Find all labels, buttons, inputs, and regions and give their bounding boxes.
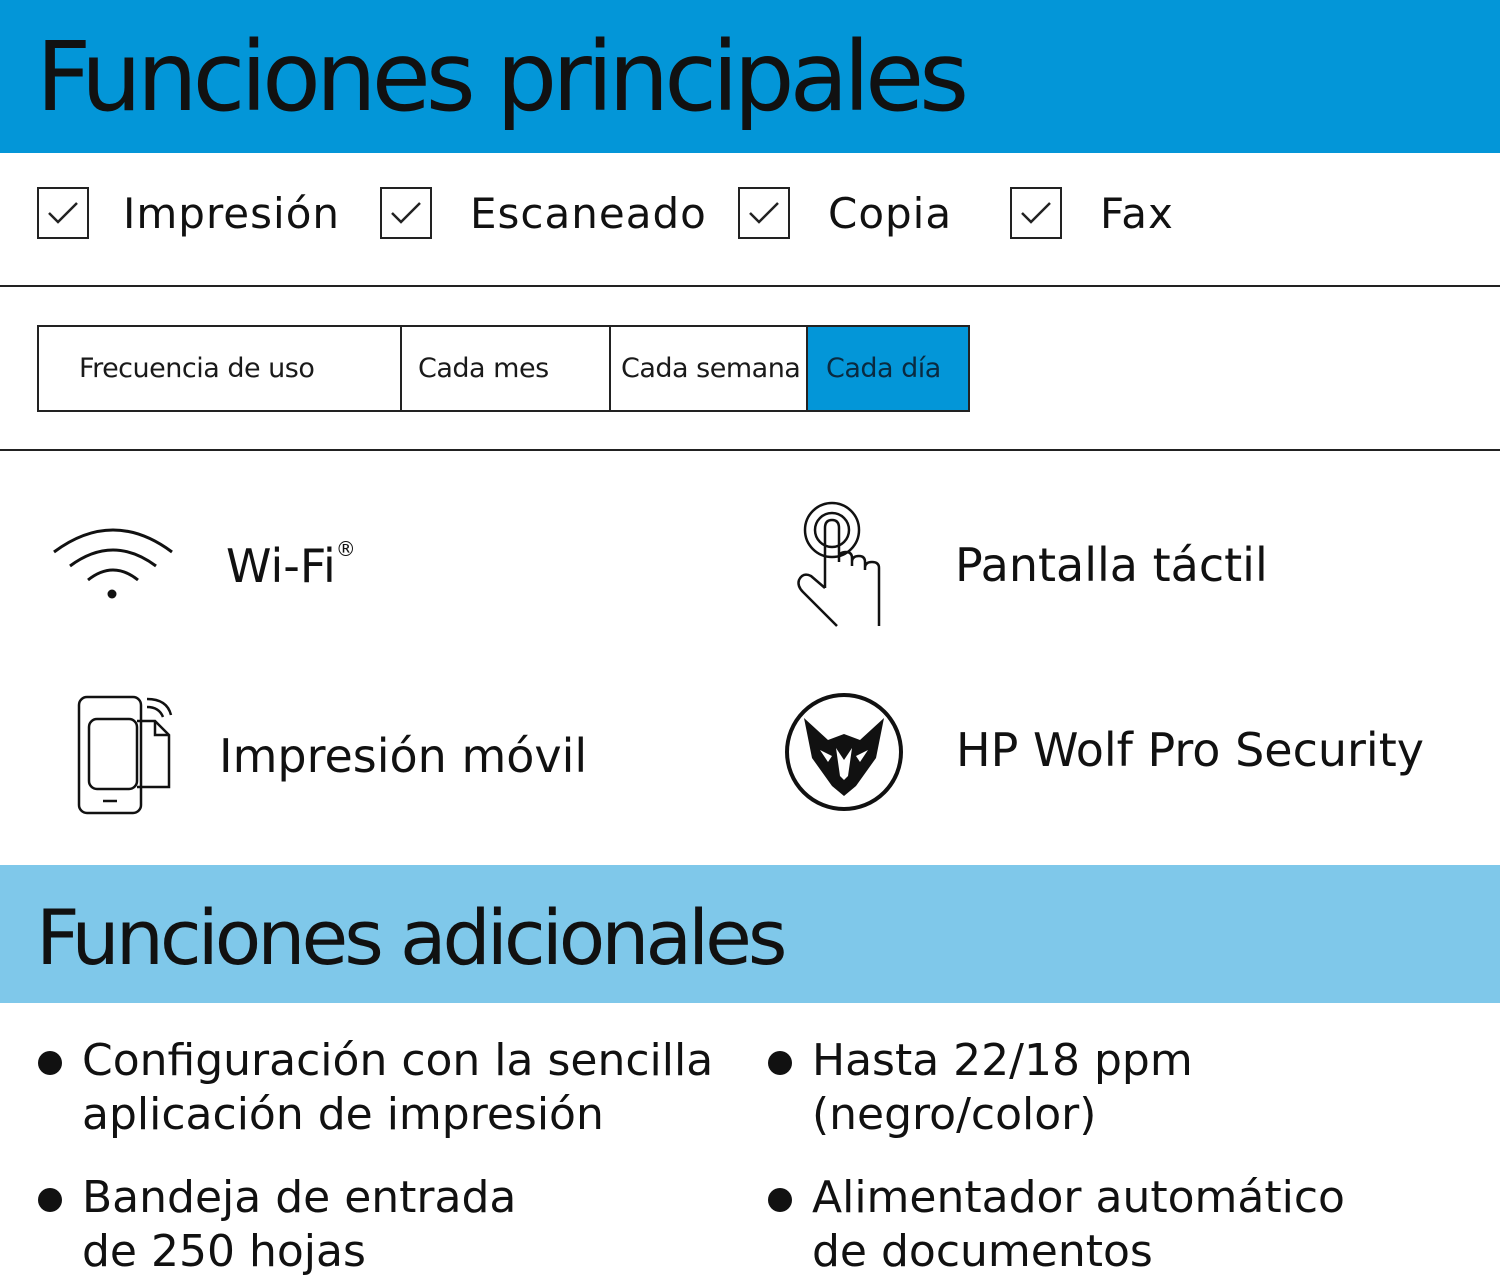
divider — [0, 449, 1500, 451]
checkmark-icon — [46, 199, 80, 227]
checkbox-printing[interactable] — [37, 187, 89, 239]
frequency-option-weekly[interactable]: Cada semana — [609, 327, 806, 410]
feature-checklist — [0, 153, 1500, 286]
bullet-icon — [38, 1051, 62, 1075]
frequency-option-daily[interactable]: Cada día — [806, 327, 968, 410]
checkmark-icon — [389, 199, 423, 227]
list-item — [38, 1034, 713, 1142]
checkmark-icon — [1019, 199, 1053, 227]
bullet-icon — [768, 1188, 792, 1212]
feature-touch-screen — [795, 500, 1268, 630]
checkbox-scanning[interactable] — [380, 187, 432, 239]
main-title: Funciones principales — [36, 21, 965, 133]
list-item-text: Configuración con la sencilla aplicación de impresión — [82, 1035, 714, 1140]
list-item — [38, 1171, 516, 1279]
feature-label-mobile-print: Impresión móvil — [219, 729, 588, 783]
divider — [0, 285, 1500, 287]
list-item — [768, 1034, 1193, 1142]
feature-label-wifi: Wi-Fi® — [226, 537, 356, 593]
checkmark-icon — [747, 199, 781, 227]
feature-mobile-print — [75, 693, 587, 817]
feature-printing — [37, 183, 340, 243]
feature-label-scanning: Escaneado — [470, 188, 707, 238]
list-item-text: Bandeja de entrada de 250 hojas — [82, 1172, 517, 1277]
bullet-icon — [768, 1051, 792, 1075]
main-banner — [0, 0, 1500, 153]
extra-banner — [0, 865, 1500, 1003]
list-item — [768, 1171, 1345, 1279]
feature-scanning — [380, 183, 707, 243]
feature-copy — [738, 183, 952, 243]
feature-label-copy: Copia — [828, 188, 953, 238]
checkbox-copy[interactable] — [738, 187, 790, 239]
checkbox-fax[interactable] — [1010, 187, 1062, 239]
list-item-text: Hasta 22/18 ppm (negro/color) — [812, 1035, 1193, 1140]
feature-wolf-security — [782, 690, 1424, 814]
frequency-table — [37, 325, 970, 412]
bullet-icon — [38, 1188, 62, 1212]
extra-title: Funciones adicionales — [36, 893, 784, 982]
feature-label-touch-screen: Pantalla táctil — [955, 538, 1268, 592]
feature-label-fax: Fax — [1100, 188, 1174, 238]
list-item-text: Alimentador automático de documentos — [812, 1172, 1345, 1277]
frequency-option-monthly[interactable]: Cada mes — [400, 327, 609, 410]
mobile-print-icon — [75, 693, 175, 817]
touch-screen-icon — [795, 500, 895, 630]
feature-fax — [1010, 183, 1174, 243]
frequency-label: Frecuencia de uso — [79, 353, 315, 384]
feature-wifi — [48, 520, 356, 610]
feature-label-printing: Impresión — [123, 188, 341, 238]
wifi-icon — [48, 520, 178, 610]
wolf-security-icon — [782, 690, 906, 814]
feature-label-wolf-security: HP Wolf Pro Security — [956, 723, 1424, 777]
